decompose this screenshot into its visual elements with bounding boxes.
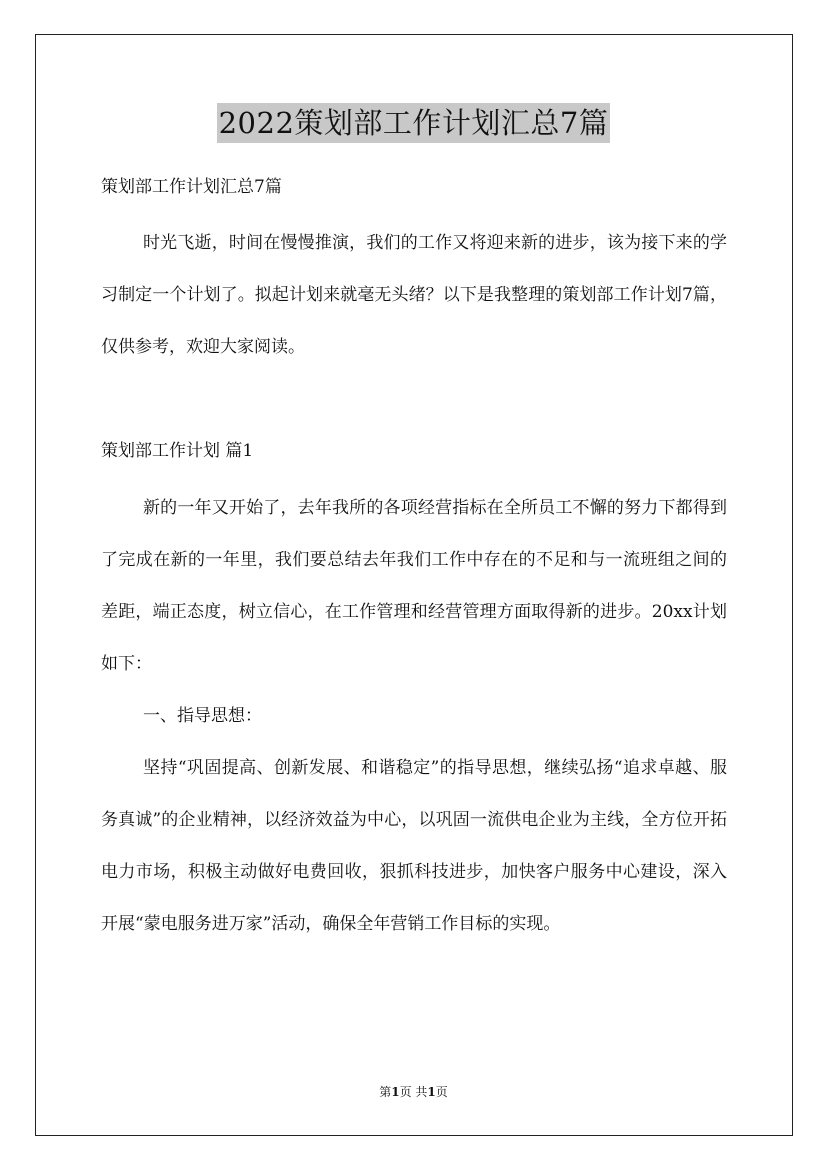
section-paragraph: 新的一年又开始了，去年我所的各项经营指标在全所员工不懈的努力下都得到了完成在新的一年里，我们要总结去年我们工作中存在的不足和与一流班组之间的差距，端正态度，树立信心，在工作管理和经营管理方面取得新的进步。20xx计划如下： [101,498,727,674]
section-heading: 策划部工作计划 篇1 [101,441,254,461]
footer-suffix: 页 [435,1085,448,1099]
title-container [0,103,827,143]
footer-current-page: 1 [391,1085,400,1099]
footer-mid: 页 共 [399,1085,428,1099]
document-subtitle: 策划部工作计划汇总7篇 [101,177,282,197]
intro-paragraph: 时光飞逝，时间在慢慢推演，我们的工作又将迎来新的进步，该为接下来的学习制定一个计划了。拟起计划来就毫无头绪？以下是我整理的策划部工作计划7篇，仅供参考，欢迎大家阅读。 [101,233,727,357]
footer-total-pages: 1 [427,1085,436,1099]
section-paragraph-2: 坚持“巩固提高、创新发展、和谐稳定”的指导思想，继续弘扬“追求卓越、服务真诚”的企业精神，以经济效益为中心，以巩固一流供电企业为主线，全方位开拓电力市场，积极主动做好电费回收，狠抓科技进步，加快客户服务中心建设，深入开展“蒙电服务进万家”活动，确保全年营销工作目标的实现。 [101,758,727,934]
section-list-item: 一、指导思想： [143,706,262,726]
page-footer [0,1084,827,1100]
document-title: 2022策划部工作计划汇总7篇 [217,103,611,143]
footer-prefix: 第 [379,1085,392,1099]
document-body [101,176,727,950]
